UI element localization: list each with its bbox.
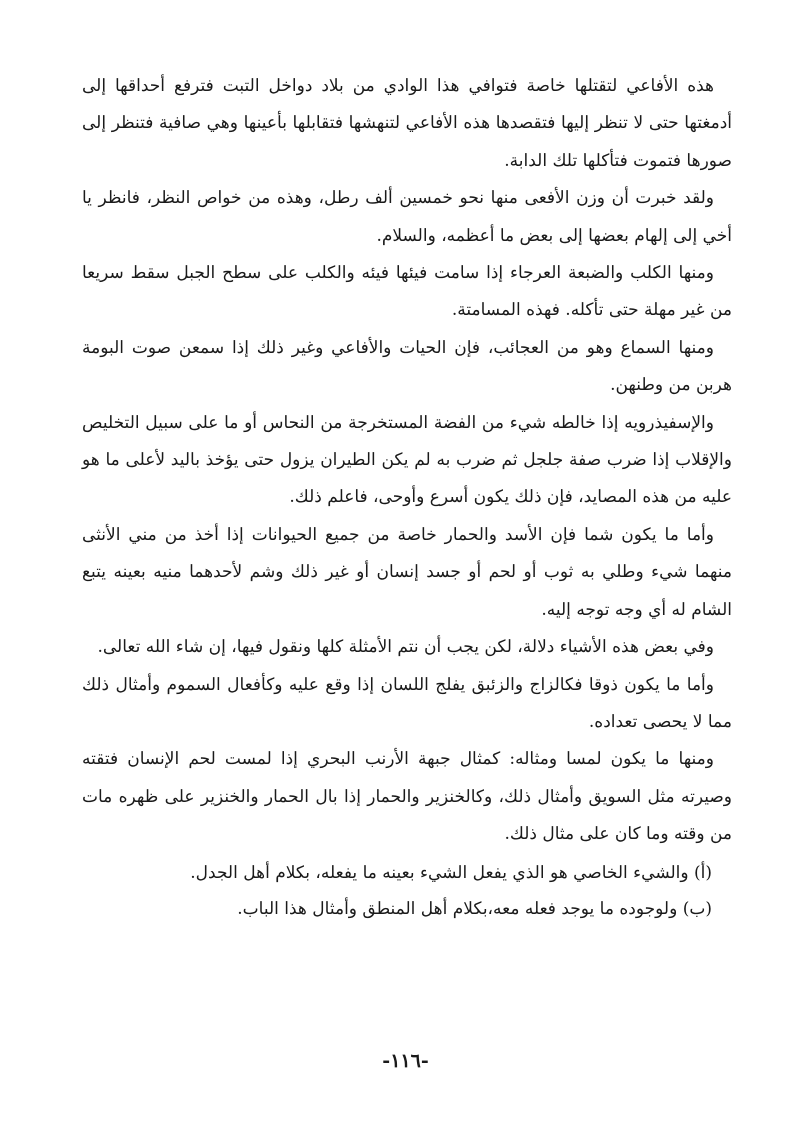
footnotes xyxy=(82,855,732,927)
paragraph: والإسفيذرويه إذا خالطه شيء من الفضة المستخرجة من النحاس أو ما على سبيل التخليص والإقلاب إذا ضرب صفة جلجل ثم ضرب به لم يكن الطيران يزول حتى يؤخذ باليد لأعلى ما هو عليه من هذه المصايد، فإن ذلك يكون أسرع وأوحى، فاعلم ذلك. xyxy=(82,412,732,508)
paragraph: هذه الأفاعي لتقتلها خاصة فتوافي هذا الوادي من بلاد دواخل التبت فترفع أحداقها إلى أدمغتها حتى لا تنظر إليها فتقصدها هذه الأفاعي لتنهشها فتقابلها بأعينها وهي صافية فتنظر إلى صورها فتموت فتأكلها تلك الدابة. xyxy=(82,76,732,171)
footnote: (أ) والشيء الخاصي هو الذي يفعل الشيء بعينه ما يفعله، بكلام أهل الجدل. xyxy=(190,862,712,883)
page-body xyxy=(82,68,732,927)
footnote: (ب) ولوجوده ما يوجد فعله معه،بكلام أهل المنطق وأمثال هذا الباب. xyxy=(237,898,712,919)
paragraph: ولقد خبرت أن وزن الأفعى منها نحو خمسين ألف رطل، وهذه من خواص النظر، فانظر يا أخي إلى إلهام بعضها إلى بعض ما أعظمه، والسلام. xyxy=(82,188,732,246)
paragraph: ومنها ما يكون لمسا ومثاله: كمثال جبهة الأرنب البحري إذا لمست لحم الإنسان فتقته وصيرته مثل السويق وأمثال ذلك، وكالخنزير والحمار إذا بال الحمار والخنزير على ظهره مات من وقته وما كان على مثال ذلك. xyxy=(82,749,732,845)
paragraph: وأما ما يكون شما فإن الأسد والحمار خاصة من جميع الحيوانات إذا أخذ من مني الأنثى منهما شيء وطلي به ثوب أو لحم أو جسد إنسان أو غير ذلك وشم لأحدهما منيه بعينه يتبع الشام له أي وجه توجه إليه. xyxy=(82,524,732,620)
page-number: -١١٦- xyxy=(382,1050,429,1072)
paragraph: وأما ما يكون ذوقا فكالزاج والزئبق يفلج اللسان إذا وقع عليه وكأفعال السموم وأمثال ذلك مما لا يحصى تعداده. xyxy=(82,674,732,732)
paragraph: وفي بعض هذه الأشياء دلالة، لكن يجب أن نتم الأمثلة كلها ونقول فيها، إن شاء الله تعالى. xyxy=(97,637,714,658)
paragraph: ومنها الكلب والضبعة العرجاء إذا سامت فيئها فيئه والكلب على سطح الجبل سقط سريعا من غير مهلة حتى تأكله. فهذه المسامتة. xyxy=(82,263,732,321)
paragraph: ومنها السماع وهو من العجائب، فإن الحيات والأفاعي وغير ذلك إذا سمعن صوت البومة هربن من وطنهن. xyxy=(82,337,732,396)
